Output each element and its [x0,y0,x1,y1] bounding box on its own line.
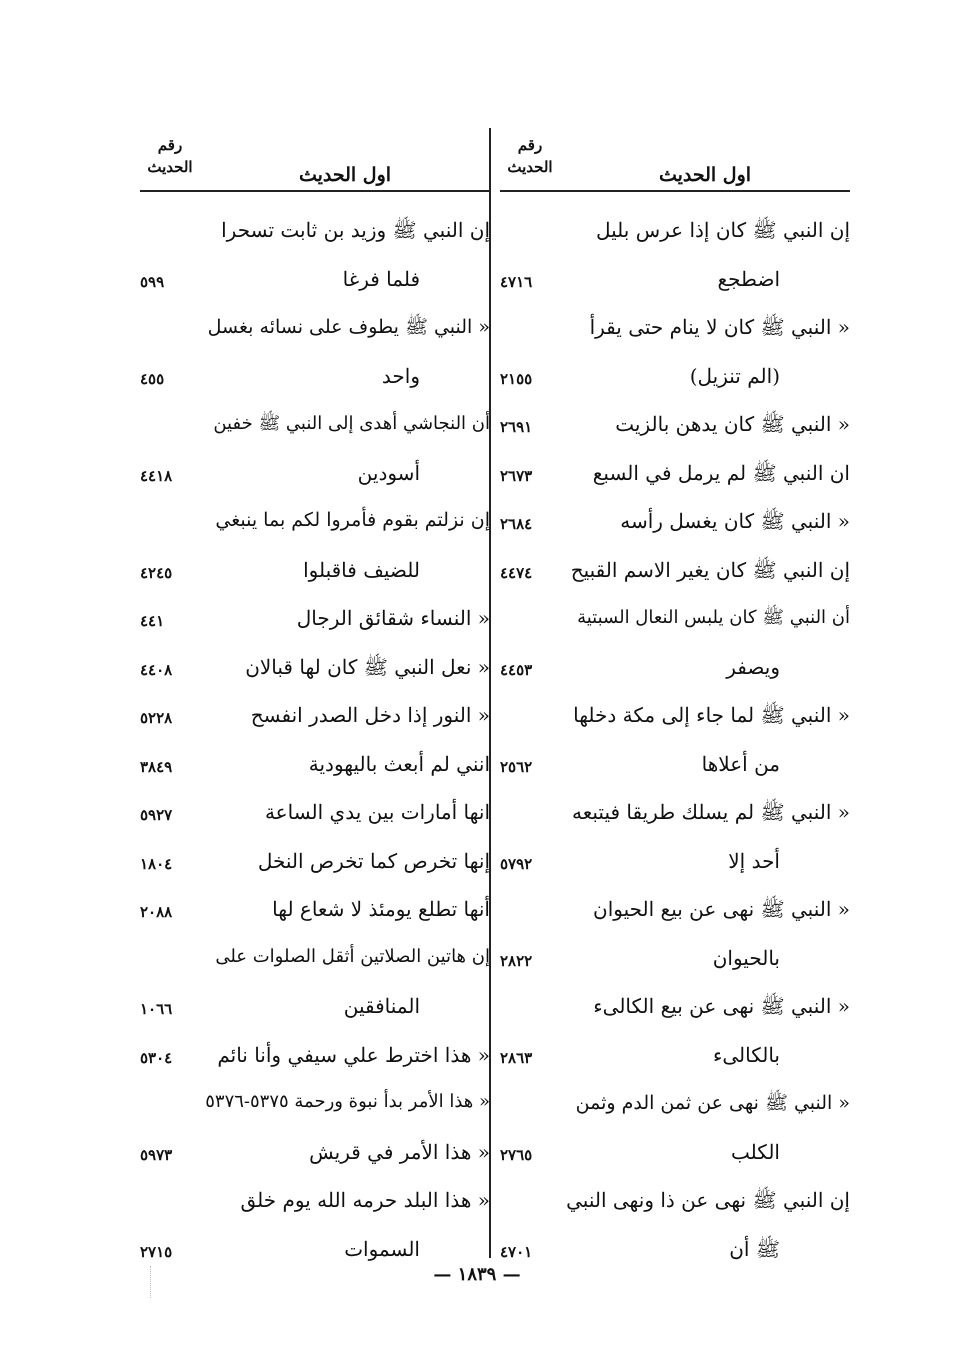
entry-text: إنها تخرص كما تخرص النخل [257,848,490,873]
hadith-number: ٤٤٠٨ [140,660,173,679]
index-entry [140,598,490,647]
entry-text: « النبي ﷺ كان لا ينام حتى يقرأ [589,315,850,339]
entry-text: إن نزلتم بقوم فأمروا لكم بما ينبغي [215,509,490,531]
index-entry [500,210,850,259]
index-entry [140,1132,490,1181]
right-header-title: اول الحديث [658,164,752,186]
right-header-num-label: رقم [517,136,543,154]
hadith-number: ٢٦٧٣ [500,466,533,485]
hadith-number: ٢٨٦٣ [500,1048,533,1067]
index-entry [140,938,490,987]
left-column [140,128,490,1277]
hadith-number: ٥٣٠٤ [140,1048,173,1067]
hadith-number: ٥٩٩ [140,272,165,291]
hadith-number: ٤٤١ [140,612,165,630]
index-entry [500,453,850,502]
right-entries [500,210,850,1277]
hadith-number: ٤٢٤٥ [140,563,173,582]
hadith-number: ٤٧١٦ [500,272,533,291]
entry-text: « هذا الأمر في قريش [309,1139,490,1164]
page-number: — ١٨٣٩ — [433,1264,521,1285]
index-entry [140,695,490,744]
entry-text: من أعلاها [701,751,780,776]
index-entry [500,889,850,938]
entry-text: إن هاتين الصلاتين أثقل الصلوات على [215,945,490,967]
index-entry [500,404,850,453]
entry-text: أسودين [357,460,420,485]
hadith-number: ٢٧٦٥ [500,1145,533,1164]
index-entry [500,695,850,744]
hadith-number: ٣٨٤٩ [140,757,173,776]
hadith-number: ٤٤٧٤ [500,563,533,582]
index-entry [500,307,850,356]
hadith-number: ٤٤١٨ [140,466,173,485]
hadith-number: ٢٠٨٨ [140,903,173,921]
entry-text: ويصفر [726,654,780,679]
entry-text: « النور إذا دخل الصدر انفسح [250,703,490,727]
index-entry [500,356,850,405]
index-entry [140,453,490,502]
hadith-number: ٢١٥٥ [500,369,533,388]
entry-text: « النبي ﷺ كان يدهن بالزيت [615,412,850,436]
entry-text: السموات [344,1236,420,1261]
entry-text: أنها تطلع يومئذ لا شعاع لها [272,897,490,921]
index-entry [140,259,490,308]
index-entry [140,550,490,599]
index-entry [500,938,850,987]
index-entry [140,210,490,259]
entry-text: « النساء شقائق الرجال [296,606,490,630]
entry-text: بالحيوان [712,945,780,970]
index-entry [140,744,490,793]
entry-text: « النبي ﷺ لما جاء إلى مكة دخلها [573,703,850,727]
hadith-number: ٥٧٩٢ [500,854,533,873]
entry-text: واحد [381,363,420,388]
index-entry [140,501,490,550]
hadith-number: ٥٩٧٣ [140,1145,173,1164]
entry-text: « النبي ﷺ لم يسلك طريقا فيتبعه [572,800,850,824]
entry-text: « هذا الأمر بدأ نبوة ورحمة ٥٣٧٥-٥٣٧٦ [205,1091,490,1112]
left-header-title: اول الحديث [298,164,392,186]
hadith-number: ٥٩٢٧ [140,806,173,824]
index-entry [500,986,850,1035]
hadith-number: ١٨٠٤ [140,854,173,873]
index-entry [500,792,850,841]
index-entry [140,792,490,841]
hadith-number: ٤٤٥٣ [500,660,533,679]
entry-text: « النبي ﷺ يطوف على نسائه بغسل [207,316,490,338]
entry-text: ﷺ أن [729,1236,780,1261]
entry-text: الكلب [731,1139,780,1164]
entry-text: انني لم أبعث باليهودية [308,751,490,776]
index-entry [140,986,490,1035]
entry-text: أن النجاشي أهدى إلى النبي ﷺ خفين [213,413,490,434]
hadith-number: ٢٦٨٤ [500,515,533,533]
entry-text: إن النبي ﷺ وزيد بن ثابت تسحرا [221,218,490,242]
hadith-number: ٤٧٠١ [500,1242,533,1261]
hadith-number: ٥٢٢٨ [140,709,173,727]
entry-text: إن النبي ﷺ كان إذا عرس بليل [595,218,850,242]
left-header-num-label-2: الحديث [147,158,193,176]
entry-text: للضيف فاقبلوا [303,557,420,582]
index-entry [140,1083,490,1132]
index-entry [140,841,490,890]
index-entry [500,744,850,793]
entry-text: ان النبي ﷺ لم يرمل في السبع [592,460,850,485]
entry-text: أحد إلا [728,848,780,873]
index-entry [140,307,490,356]
entry-text: المنافقين [343,994,420,1018]
entry-text: « نعل النبي ﷺ كان لها قبالان [245,654,490,679]
index-entry [140,1180,490,1229]
index-entry [500,1180,850,1229]
entry-text: « النبي ﷺ نهى عن ثمن الدم وثمن [575,1092,850,1114]
index-entry [500,550,850,599]
entry-text: « النبي ﷺ نهى عن بيع الحيوان [593,897,850,921]
hadith-number: ٢٨٢٢ [500,951,533,970]
entry-text: اضطجع [717,266,780,291]
index-entry [500,647,850,696]
right-column [500,128,850,1277]
index-entry [140,356,490,405]
right-header-num-label-2: الحديث [507,158,553,176]
hadith-number: ٤٥٥ [140,369,165,388]
index-entry [500,1035,850,1084]
entry-text: (الم تنزيل) [689,363,780,388]
left-entries [140,210,490,1277]
index-entry [140,404,490,453]
left-column-header [140,128,490,192]
index-entry [500,1083,850,1132]
entry-text: بالكالىء [712,1042,780,1067]
index-entry [500,1132,850,1181]
index-entry [500,501,850,550]
entry-text: إن النبي ﷺ كان يغير الاسم القبيح [570,557,850,582]
index-entry [140,1035,490,1084]
right-column-header [500,128,850,192]
index-entry [500,841,850,890]
left-header-num-label: رقم [157,136,183,154]
entry-text: « النبي ﷺ كان يغسل رأسه [620,509,850,533]
entry-text: فلما فرغا [342,266,420,291]
index-entry [140,889,490,938]
hadith-number: ٢٧١٥ [140,1242,173,1261]
index-entry [500,598,850,647]
hadith-number: ٢٥٦٢ [500,757,533,776]
index-entry [140,647,490,696]
entry-text: « هذا البلد حرمه الله يوم خلق [240,1188,490,1212]
entry-text: « هذا اخترط علي سيفي وأنا نائم [217,1042,490,1067]
entry-text: إن النبي ﷺ نهى عن ذا ونهى النبي [566,1188,850,1212]
entry-text: أن النبي ﷺ كان يلبس النعال السبتية [577,607,850,628]
entry-text: « النبي ﷺ نهى عن بيع الكالىء [593,994,850,1018]
hadith-number: ١٠٦٦ [140,1000,173,1018]
hadith-number: ٢٦٩١ [500,418,533,436]
entry-text: انها أمارات بين يدي الساعة [264,800,490,824]
index-entry [500,259,850,308]
